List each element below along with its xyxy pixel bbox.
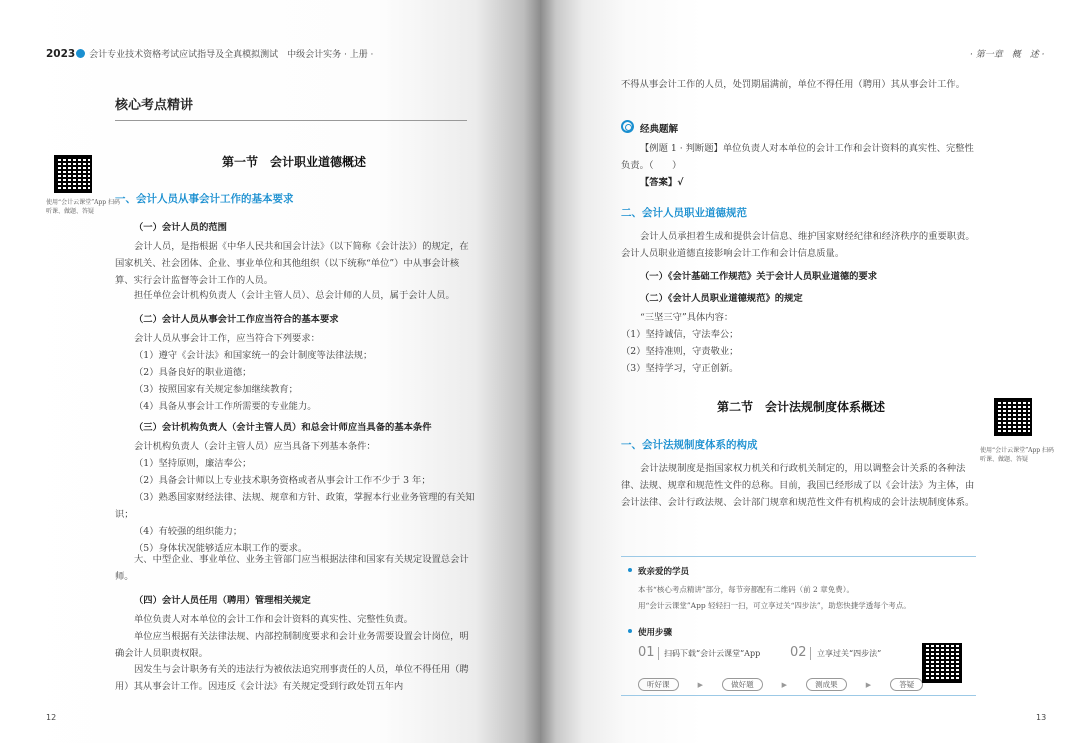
list-item: （1）遵守《会计法》和国家统一的会计制度等法律法规； <box>134 350 373 361</box>
list-requirements <box>134 347 474 415</box>
list-item: （3）按照国家有关规定参加继续教育； <box>134 384 298 395</box>
bullet-dot <box>628 568 632 572</box>
list-item: （5）身体状况能够适应本职工作的要求。 <box>134 543 308 554</box>
list-item: （3）坚持学习，守正创新。 <box>621 363 739 374</box>
book-title: 会计专业技术资格考试应试指导及全真模拟测试 中级会计实务 · 上册 · <box>89 50 374 60</box>
list-item: （2）具备会计师以上专业技术职务资格或者从事会计工作不少于 3 年； <box>134 475 431 486</box>
subheading-basic-norms: （一）《会计基础工作规范》关于会计人员职业道德的要求 <box>640 271 878 282</box>
paragraph-three-keeps: “三坚三守”具体内容： <box>640 312 734 323</box>
steps-title: 使用步骤 <box>638 628 673 638</box>
qr-code-icon[interactable] <box>54 155 92 193</box>
section-title: 第一节 会计职业道德概述 <box>222 155 367 169</box>
logo-icon <box>76 49 85 58</box>
heading-basic-requirements: 一、会计人员从事会计工作的基本要求 <box>115 193 294 205</box>
paragraph-responsibility: 单位负责人对本单位的会计工作和会计资料的真实性、完整性负责。 <box>134 614 413 625</box>
paragraph-continued: 不得从事会计工作的人员，处罚期届满前，单位不得任用（聘用）其从事会计工作。 <box>621 79 965 90</box>
step-1-text: 扫码下载“会计云课堂”App <box>664 649 761 658</box>
right-page <box>540 0 1080 743</box>
subheading-appointment: （四）会计人员任用（聘用）管理相关规定 <box>134 595 311 606</box>
box-line-2: 用“会计云课堂”App 轻轻扫一扫，可立享过关“四步法”，助您快捷学透每个考点。 <box>638 601 911 610</box>
bullet-dot <box>628 629 632 633</box>
paragraph-regulatory: 会计法规制度是指国家权力机关和行政机关制定的，用以调整会计关系的各种法律、法规、规章和规范性文件的总称。目前，我国已经形成了以《会计法》为主体，由会计法律、会计行政法规、会计部门规章和规范性文件有机构成的会计法规制度体系。 <box>621 463 975 508</box>
box-top-rule <box>621 556 976 557</box>
subheading-basic-reqs: （二）会计人员从事会计工作应当符合的基本要求 <box>134 314 339 325</box>
step-2-text: 立享过关“四步法” <box>817 649 882 658</box>
arrow-right-icon: ▶ <box>781 681 788 689</box>
list-item: （1）坚持原则，廉洁奉公； <box>134 458 252 469</box>
step-2-number: 02 <box>790 645 807 660</box>
core-points-title: 核心考点精讲 <box>115 98 194 113</box>
heading-ethics-norms: 二、会计人员职业道德规范 <box>621 207 747 219</box>
subheading-ethics-code: （二）《会计人员职业道德规范》的规定 <box>640 293 803 304</box>
list-three-keeps <box>621 326 961 377</box>
pill-step[interactable]: 答疑 <box>890 678 923 691</box>
list-item: （4）具备从事会计工作所需要的专业能力。 <box>134 401 317 412</box>
list-item: （4）有较强的组织能力； <box>134 526 243 537</box>
box-greeting: 致亲爱的学员 <box>638 567 690 577</box>
paragraph-ethics: 会计人员承担着生成和提供会计信息、维护国家财经纪律和经济秩序的重要职责。会计人员职业道德直接影响会计工作和会计信息质量。 <box>621 231 975 259</box>
arrow-right-icon: ▶ <box>697 681 703 689</box>
qr-code-icon[interactable] <box>994 398 1032 436</box>
qr-code-icon[interactable] <box>922 643 962 683</box>
title-rule <box>115 120 467 121</box>
arrow-right-icon: ▶ <box>865 681 872 689</box>
paragraph-illegal: 因发生与会计职务有关的违法行为被依法追究刑事责任的人员，单位不得任用（聘用）其从事会计工作。因违反《会计法》有关规定受到行政处罚五年内 <box>115 664 469 692</box>
step-divider <box>658 647 659 660</box>
pill-step[interactable]: 听好课 <box>638 678 679 691</box>
target-icon <box>621 120 634 133</box>
step-1-number: 01 <box>638 645 655 660</box>
list-item: （2）坚持准则，守责敬业； <box>621 346 739 357</box>
paragraph-conditions-intro: 会计机构负责人（会计主管人员）应当具备下列基本条件： <box>134 441 376 452</box>
qr-caption: 使用“会计云课堂”App 扫码听课、做题、答疑 <box>46 199 121 215</box>
example-question: 【例题 1 · 判断题】单位负责人对本单位的会计工作和会计资料的真实性、完整性负责。（ ） <box>621 143 974 171</box>
paragraph-chief-accountant: 大、中型企业、事业单位、业务主管部门应当根据法律和国家有关规定设置总会计师。 <box>115 554 469 582</box>
box-line-1: 本书“核心考点精讲”部分，每节旁都配有二维码（前 2 章免费）。 <box>638 585 854 594</box>
step-divider <box>810 647 811 660</box>
section-title-2: 第二节 会计法规制度体系概述 <box>717 400 886 414</box>
pill-step[interactable]: 做好题 <box>722 678 763 691</box>
paragraph-reqs-intro: 会计人员从事会计工作，应当符合下列要求： <box>134 333 320 344</box>
paragraph-head-accountant: 担任单位会计机构负责人（会计主管人员）、总会计师的人员，属于会计人员。 <box>134 290 455 301</box>
list-item: （3）熟悉国家财经法律、法规、规章和方针、政策，掌握本行业业务管理的有关知识； <box>115 492 475 520</box>
paragraph-positions: 单位应当根据有关法律法规、内部控制制度要求和会计业务需要设置会计岗位，明确会计人员职责权限。 <box>115 631 469 659</box>
paragraph-definition: 会计人员，是指根据《中华人民共和国会计法》（以下简称《会计法》）的规定，在国家机关、社会团体、企业、事业单位和其他组织（以下统称“单位”）中从事会计核算、实行会计监督等会计工作的人员。 <box>115 241 469 286</box>
chapter-header: · 第一章 概 述 · <box>970 50 1045 60</box>
subheading-scope: （一）会计人员的范围 <box>134 222 227 233</box>
subheading-conditions: （三）会计机构负责人（会计主管人员）和总会计师应当具备的基本条件 <box>134 422 432 433</box>
qr-caption: 使用“会计云课堂”App 扫码听课、做题、答疑 <box>980 447 1055 463</box>
pill-step[interactable]: 测成果 <box>806 678 847 691</box>
heading-regulatory-system: 一、会计法规制度体系的构成 <box>621 439 758 451</box>
classic-examples-title: 经典题解 <box>640 124 679 135</box>
four-step-pills <box>638 672 923 691</box>
edition-year: 2023 <box>46 48 76 60</box>
page-number-right: 13 <box>1036 713 1047 722</box>
left-running-header <box>46 47 373 60</box>
list-item: （1）坚持诚信，守法奉公； <box>621 329 739 340</box>
list-item: （2）具备良好的职业道德； <box>134 367 252 378</box>
page-number-left: 12 <box>46 713 57 722</box>
list-conditions <box>115 455 475 557</box>
box-bottom-rule <box>621 695 976 696</box>
example-answer: 【答案】√ <box>640 177 684 188</box>
